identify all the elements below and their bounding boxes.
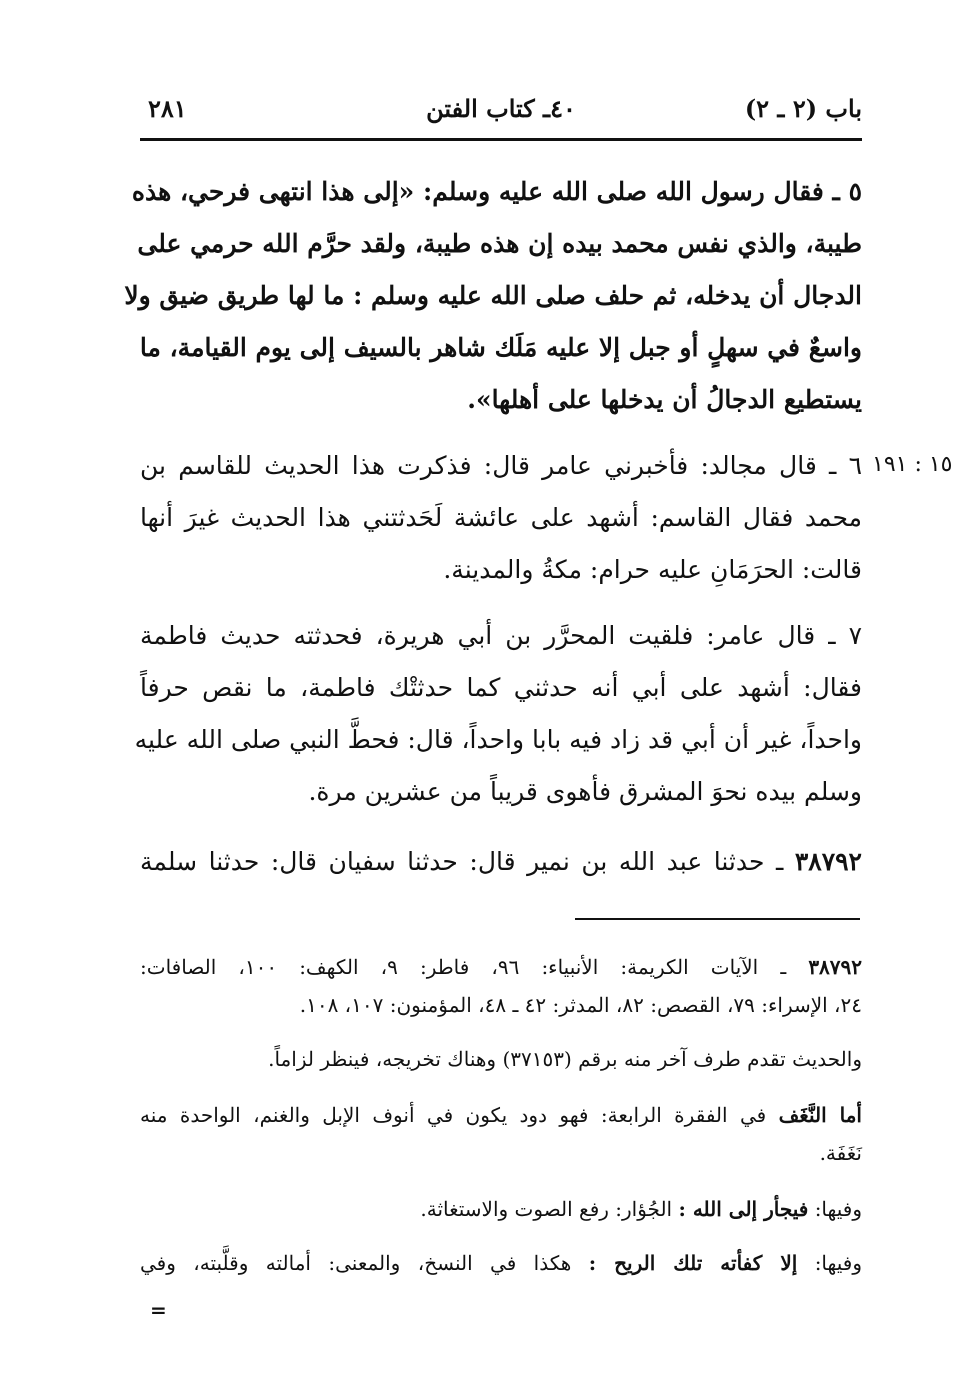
footnote-term: فيجأر إلى الله : <box>678 1197 809 1221</box>
footnote-term: إلا كفأته تلك الريح : <box>588 1251 798 1275</box>
running-header <box>140 94 862 128</box>
footnote-divider <box>575 918 860 920</box>
text-line: وسلم بيده نحوَ المشرق فأهوى قريباً من عشرين مرة. <box>308 777 862 806</box>
paragraph-7 <box>134 610 862 818</box>
footnote-5 <box>140 1244 862 1282</box>
header-divider <box>140 138 862 141</box>
text-line: واسعٌ في سهلٍ أو جبل إلا عليه مَلَك شاهر بالسيف إلى يوم القيامة، ما <box>139 333 862 362</box>
paragraph-5 <box>124 166 862 426</box>
book-title: ٤٠ـ كتاب الفتن <box>426 94 576 123</box>
hadith-text: ـ حدثنا عبد الله بن نمير قال: حدثنا سفيان قال: حدثنا سلمة <box>140 847 784 876</box>
footnote-prefix: وفيها: <box>814 1197 862 1221</box>
text-line: قالت: الحرَمَانِ عليه حرام: مكةُ والمدينة. <box>443 555 862 584</box>
footnote-2 <box>140 1040 862 1078</box>
footnote-number: ٣٨٧٩٢ <box>808 955 863 979</box>
footnote-text: الجُؤار: رفع الصوت والاستغاثة. <box>420 1197 673 1221</box>
footnote-3 <box>140 1096 862 1172</box>
footnote-text: ـ الآيات الكريمة: الأنبياء: ٩٦، فاطر: ٩، الكهف: ١٠٠، الصافات: <box>140 955 787 979</box>
text-line <box>140 1096 862 1134</box>
margin-reference: ١٥ : ١٩١ <box>872 452 953 477</box>
text-line: فقال: أشهد على أبي أنه حدثني كما حدثتْك فاطمة، ما نقص حرفاً <box>140 673 862 702</box>
text-line <box>140 948 862 986</box>
text-line: ٢٤، الإسراء: ٧٩، القصص: ٨٢، المدثر: ٤٢ ـ ٤٨، المؤمنون: ١٠٧، ١٠٨. <box>299 993 862 1017</box>
text-line <box>140 1190 862 1228</box>
text-line: والحديث تقدم طرف آخر منه برقم (٣٧١٥٣) وهناك تخريجه، فينظر لزاماً. <box>268 1047 862 1071</box>
text-line: ٧ ـ قال عامر: فلقيت المحرَّر بن أبي هريرة، فحدثته حديث فاطمة <box>140 621 862 650</box>
section-title: باب (٢ ـ ٢) <box>744 94 862 123</box>
footnote-1 <box>140 948 862 1024</box>
text-line: واحداً، غير أن أبي قد زاد فيه بابا واحداً، قال: فحطَّ النبي صلى الله عليه <box>134 725 862 754</box>
text-line: يستطيع الدجالُ أن يدخلها على أهلها». <box>467 385 862 414</box>
footnote-text: هكذا في النسخ، والمعنى: أمالته وقلَّبته، وفي <box>140 1251 572 1275</box>
page-number: ٢٨١ <box>148 94 187 123</box>
text-line: ٦ ـ قال مجالد: فأخبرني عامر قال: فذكرت هذا الحديث للقاسم بن <box>140 451 862 480</box>
hadith-number: ٣٨٧٩٢ <box>794 847 862 876</box>
text-line: الدجال أن يدخله، ثم حلف صلى الله عليه وسلم : ما لها طريق ضيق ولا <box>124 281 862 310</box>
footnote-term: أما النَّغَف <box>778 1103 862 1127</box>
text-line <box>140 1244 862 1282</box>
text-line: طيبة، والذي نفس محمد بيده إن هذه طيبة، ولقد حرَّم الله حرمي على <box>137 229 862 258</box>
text-line: نَغَفَة. <box>819 1141 862 1165</box>
footnote-4 <box>140 1190 862 1228</box>
text-line: محمد فقال القاسم: أشهد على عائشة لَحَدثتني هذا الحديث غيرَ أنها <box>140 503 862 532</box>
text-line <box>140 836 862 888</box>
continuation-mark: = <box>150 1298 167 1322</box>
footnote-prefix: وفيها: <box>814 1251 862 1275</box>
text-line: ٥ ـ فقال رسول الله صلى الله عليه وسلم: «إلى هذا انتهى فرحي، هذه <box>131 177 862 206</box>
footnote-text: في الفقرة الرابعة: فهو دود يكون في أنوف الإبل والغنم، الواحدة منه <box>140 1103 767 1127</box>
hadith-38792 <box>140 836 862 888</box>
paragraph-6 <box>140 440 862 596</box>
